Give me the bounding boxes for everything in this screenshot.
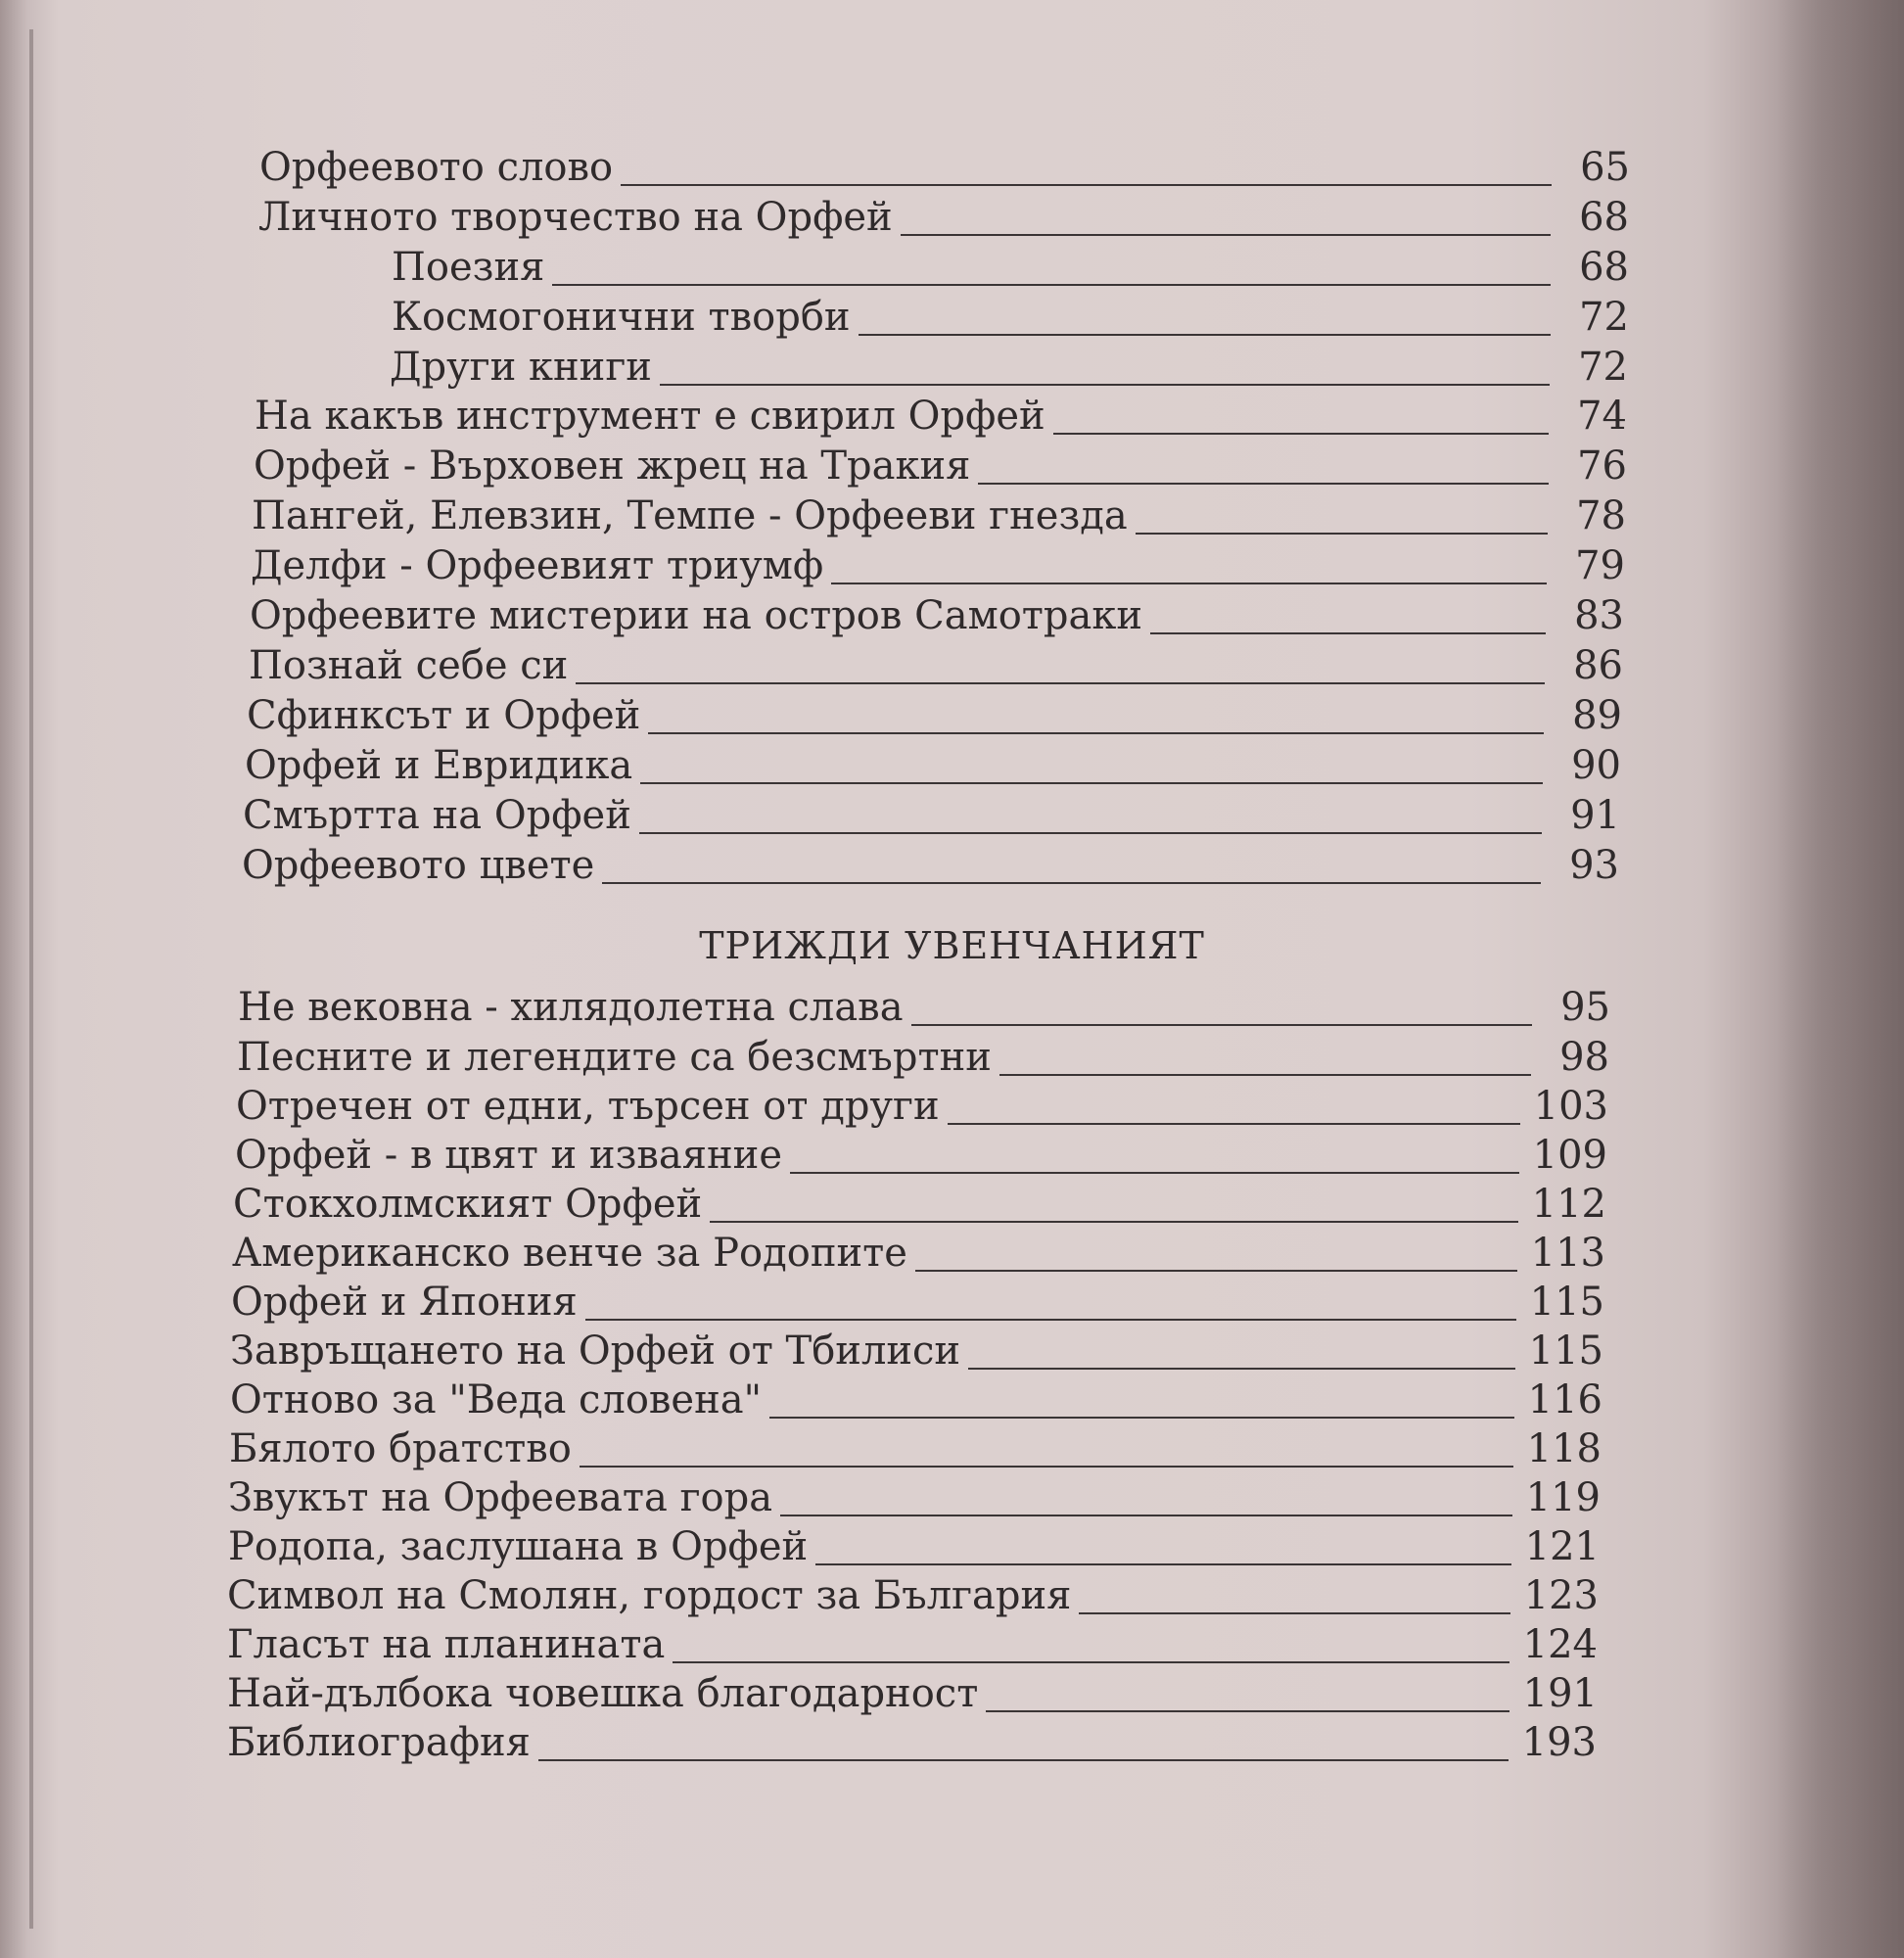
toc-entry-title: Смъртта на Орфей [243, 793, 631, 838]
toc-entry-title: Познай себе си [249, 643, 569, 688]
toc-leader-line [999, 1073, 1531, 1076]
section-heading: ТРИЖДИ УВЕНЧАНИЯТ [699, 924, 1205, 967]
toc-entry-title: Символ на Смолян, гордост за България [227, 1573, 1072, 1618]
toc-entry [227, 1571, 1599, 1620]
toc-leader-line [576, 681, 1545, 684]
toc-entry-page: 191 [1522, 1671, 1598, 1716]
toc-entry-page: 103 [1533, 1084, 1608, 1129]
toc-entry-page: 72 [1578, 345, 1628, 390]
toc-entry-title: Орфеевото цвете [242, 843, 595, 888]
toc-leader-line [769, 1416, 1514, 1419]
toc-entry-title: Орфей - Върховен жрец на Тракия [254, 443, 971, 489]
toc-entry [233, 1180, 1606, 1229]
toc-leader-line [790, 1171, 1519, 1174]
toc-entry-page: 118 [1526, 1426, 1602, 1471]
toc-leader-line [831, 582, 1547, 584]
toc-leader-line [639, 831, 1542, 834]
toc-leader-line [1079, 1611, 1509, 1614]
toc-entry-page: 93 [1569, 843, 1619, 888]
toc-entry [390, 343, 1628, 392]
toc-entry [259, 143, 1630, 192]
toc-leader-line [915, 1269, 1517, 1272]
toc-entry-page: 121 [1524, 1524, 1600, 1569]
toc-entry-title: Космогонични творби [392, 295, 851, 340]
toc-leader-line [859, 333, 1551, 336]
toc-entry [249, 641, 1623, 690]
toc-entry-page: 95 [1560, 985, 1610, 1030]
toc-entry-page: 65 [1580, 145, 1630, 190]
toc-entry-page: 78 [1576, 493, 1626, 538]
toc-leader-line [968, 1367, 1515, 1370]
toc-leader-line [780, 1514, 1512, 1516]
toc-leader-line [948, 1122, 1520, 1125]
toc-entry-page: 79 [1575, 543, 1625, 588]
toc-entry [392, 243, 1629, 292]
toc-leader-line [1136, 532, 1548, 535]
toc-entry [258, 193, 1629, 242]
toc-entry-title: Песните и легендите са безсмъртни [237, 1035, 992, 1080]
toc-entry-page: 112 [1531, 1182, 1606, 1227]
toc-entry [232, 1229, 1605, 1278]
toc-entry-page: 115 [1529, 1280, 1604, 1325]
toc-entry-page: 193 [1521, 1720, 1597, 1765]
toc-entry-title: Поезия [392, 245, 545, 290]
toc-entry-title: Орфей и Евридика [245, 743, 633, 788]
toc-leader-line [602, 881, 1541, 884]
toc-entry-title: Други книги [390, 345, 652, 390]
toc-entry [235, 1131, 1607, 1180]
toc-entry-page: 91 [1570, 793, 1620, 838]
toc-leader-line [901, 233, 1551, 236]
toc-entry-page: 115 [1528, 1329, 1603, 1374]
toc-leader-line [1053, 432, 1549, 435]
toc-leader-line [552, 283, 1551, 286]
toc-leader-line [986, 1709, 1509, 1712]
toc-leader-line [538, 1758, 1509, 1761]
toc-entry-page: 119 [1525, 1475, 1601, 1520]
toc-entry-page: 86 [1573, 643, 1623, 688]
toc-entry-title: Завръщането на Орфей от Тбилиси [230, 1329, 961, 1374]
toc-entry [229, 1424, 1602, 1473]
toc-leader-line [660, 383, 1550, 386]
toc-entry-page: 109 [1532, 1133, 1607, 1178]
toc-entry-title: Орфеевото слово [259, 145, 614, 190]
toc-entry-title: На какъв инструмент е свирил Орфей [255, 394, 1045, 439]
toc-entry [228, 1522, 1600, 1571]
toc-leader-line [580, 1465, 1513, 1468]
toc-entry [392, 293, 1629, 342]
toc-entry-page: 72 [1579, 295, 1629, 340]
toc-entry-title: Личното творчество на Орфей [258, 195, 893, 240]
toc-entry [238, 983, 1610, 1032]
toc-leader-line [673, 1660, 1509, 1663]
toc-entry-title: Орфеевите мистерии на остров Самотраки [250, 593, 1143, 638]
toc-entry [247, 691, 1622, 740]
toc-leader-line [640, 781, 1543, 784]
toc-entry-page: 98 [1559, 1035, 1609, 1080]
toc-entry [230, 1327, 1603, 1375]
toc-entry-page: 83 [1574, 593, 1624, 638]
toc-entry-title: Отново за "Веда словена" [230, 1377, 763, 1422]
toc-entry-title: Най-дълбока човешка благодарност [227, 1671, 979, 1716]
toc-entry [227, 1620, 1598, 1669]
toc-entry-page: 116 [1527, 1377, 1602, 1422]
toc-entry [227, 1718, 1597, 1767]
toc-entry [237, 1033, 1609, 1082]
toc-leader-line [815, 1562, 1510, 1565]
toc-entry [245, 741, 1621, 790]
toc-entry-page: 68 [1579, 195, 1629, 240]
toc-entry-title: Отречен от едни, търсен от други [236, 1084, 940, 1129]
toc-entry-title: Библиография [227, 1720, 531, 1765]
toc-leader-line [585, 1318, 1516, 1321]
toc-entry-title: Родопа, заслушана в Орфей [228, 1524, 809, 1569]
toc-entry-title: Пангей, Елевзин, Темпе - Орфееви гнезда [252, 493, 1128, 538]
toc-leader-line [621, 183, 1552, 186]
toc-leader-line [648, 731, 1544, 734]
toc-leader-line [1150, 631, 1546, 634]
toc-entry [228, 1473, 1601, 1522]
toc-entry-page: 113 [1530, 1231, 1605, 1276]
toc-entry-title: Сфинксът и Орфей [247, 693, 641, 738]
toc-entry [243, 791, 1620, 840]
toc-entry [230, 1375, 1602, 1424]
toc-entry-page: 74 [1577, 394, 1627, 439]
toc-entry-page: 89 [1572, 693, 1622, 738]
toc-entry-title: Звукът на Орфеевата гора [228, 1475, 773, 1520]
toc-entry-title: Орфей - в цвят и изваяние [235, 1133, 782, 1178]
toc-entry-title: Не вековна - хилядолетна слава [238, 985, 904, 1030]
toc-entry [255, 392, 1627, 441]
toc-entry [231, 1278, 1604, 1327]
toc-entry-title: Гласът на планината [227, 1622, 666, 1667]
toc-leader-line [911, 1023, 1532, 1026]
toc-entry-page: 68 [1579, 245, 1629, 290]
toc-entry [242, 841, 1619, 890]
toc-entry [254, 442, 1627, 490]
toc-entry [251, 541, 1625, 590]
toc-entry-title: Американско венче за Родопите [232, 1231, 907, 1276]
toc-entry [252, 491, 1626, 540]
toc-entry [250, 591, 1624, 640]
toc-entry-page: 90 [1571, 743, 1621, 788]
toc-leader-line [710, 1220, 1517, 1223]
toc-entry-page: 123 [1523, 1573, 1599, 1618]
toc-entry-page: 124 [1522, 1622, 1598, 1667]
toc-entry-title: Бялото братство [229, 1426, 572, 1471]
toc-entry-title: Делфи - Орфеевият триумф [251, 543, 824, 588]
toc-entry-title: Стокхолмският Орфей [233, 1182, 703, 1227]
toc-leader-line [978, 482, 1549, 485]
toc-entry-page: 76 [1577, 443, 1627, 489]
toc-entry [236, 1082, 1608, 1131]
toc-entry-title: Орфей и Япония [231, 1280, 578, 1325]
toc-entry [227, 1669, 1598, 1718]
